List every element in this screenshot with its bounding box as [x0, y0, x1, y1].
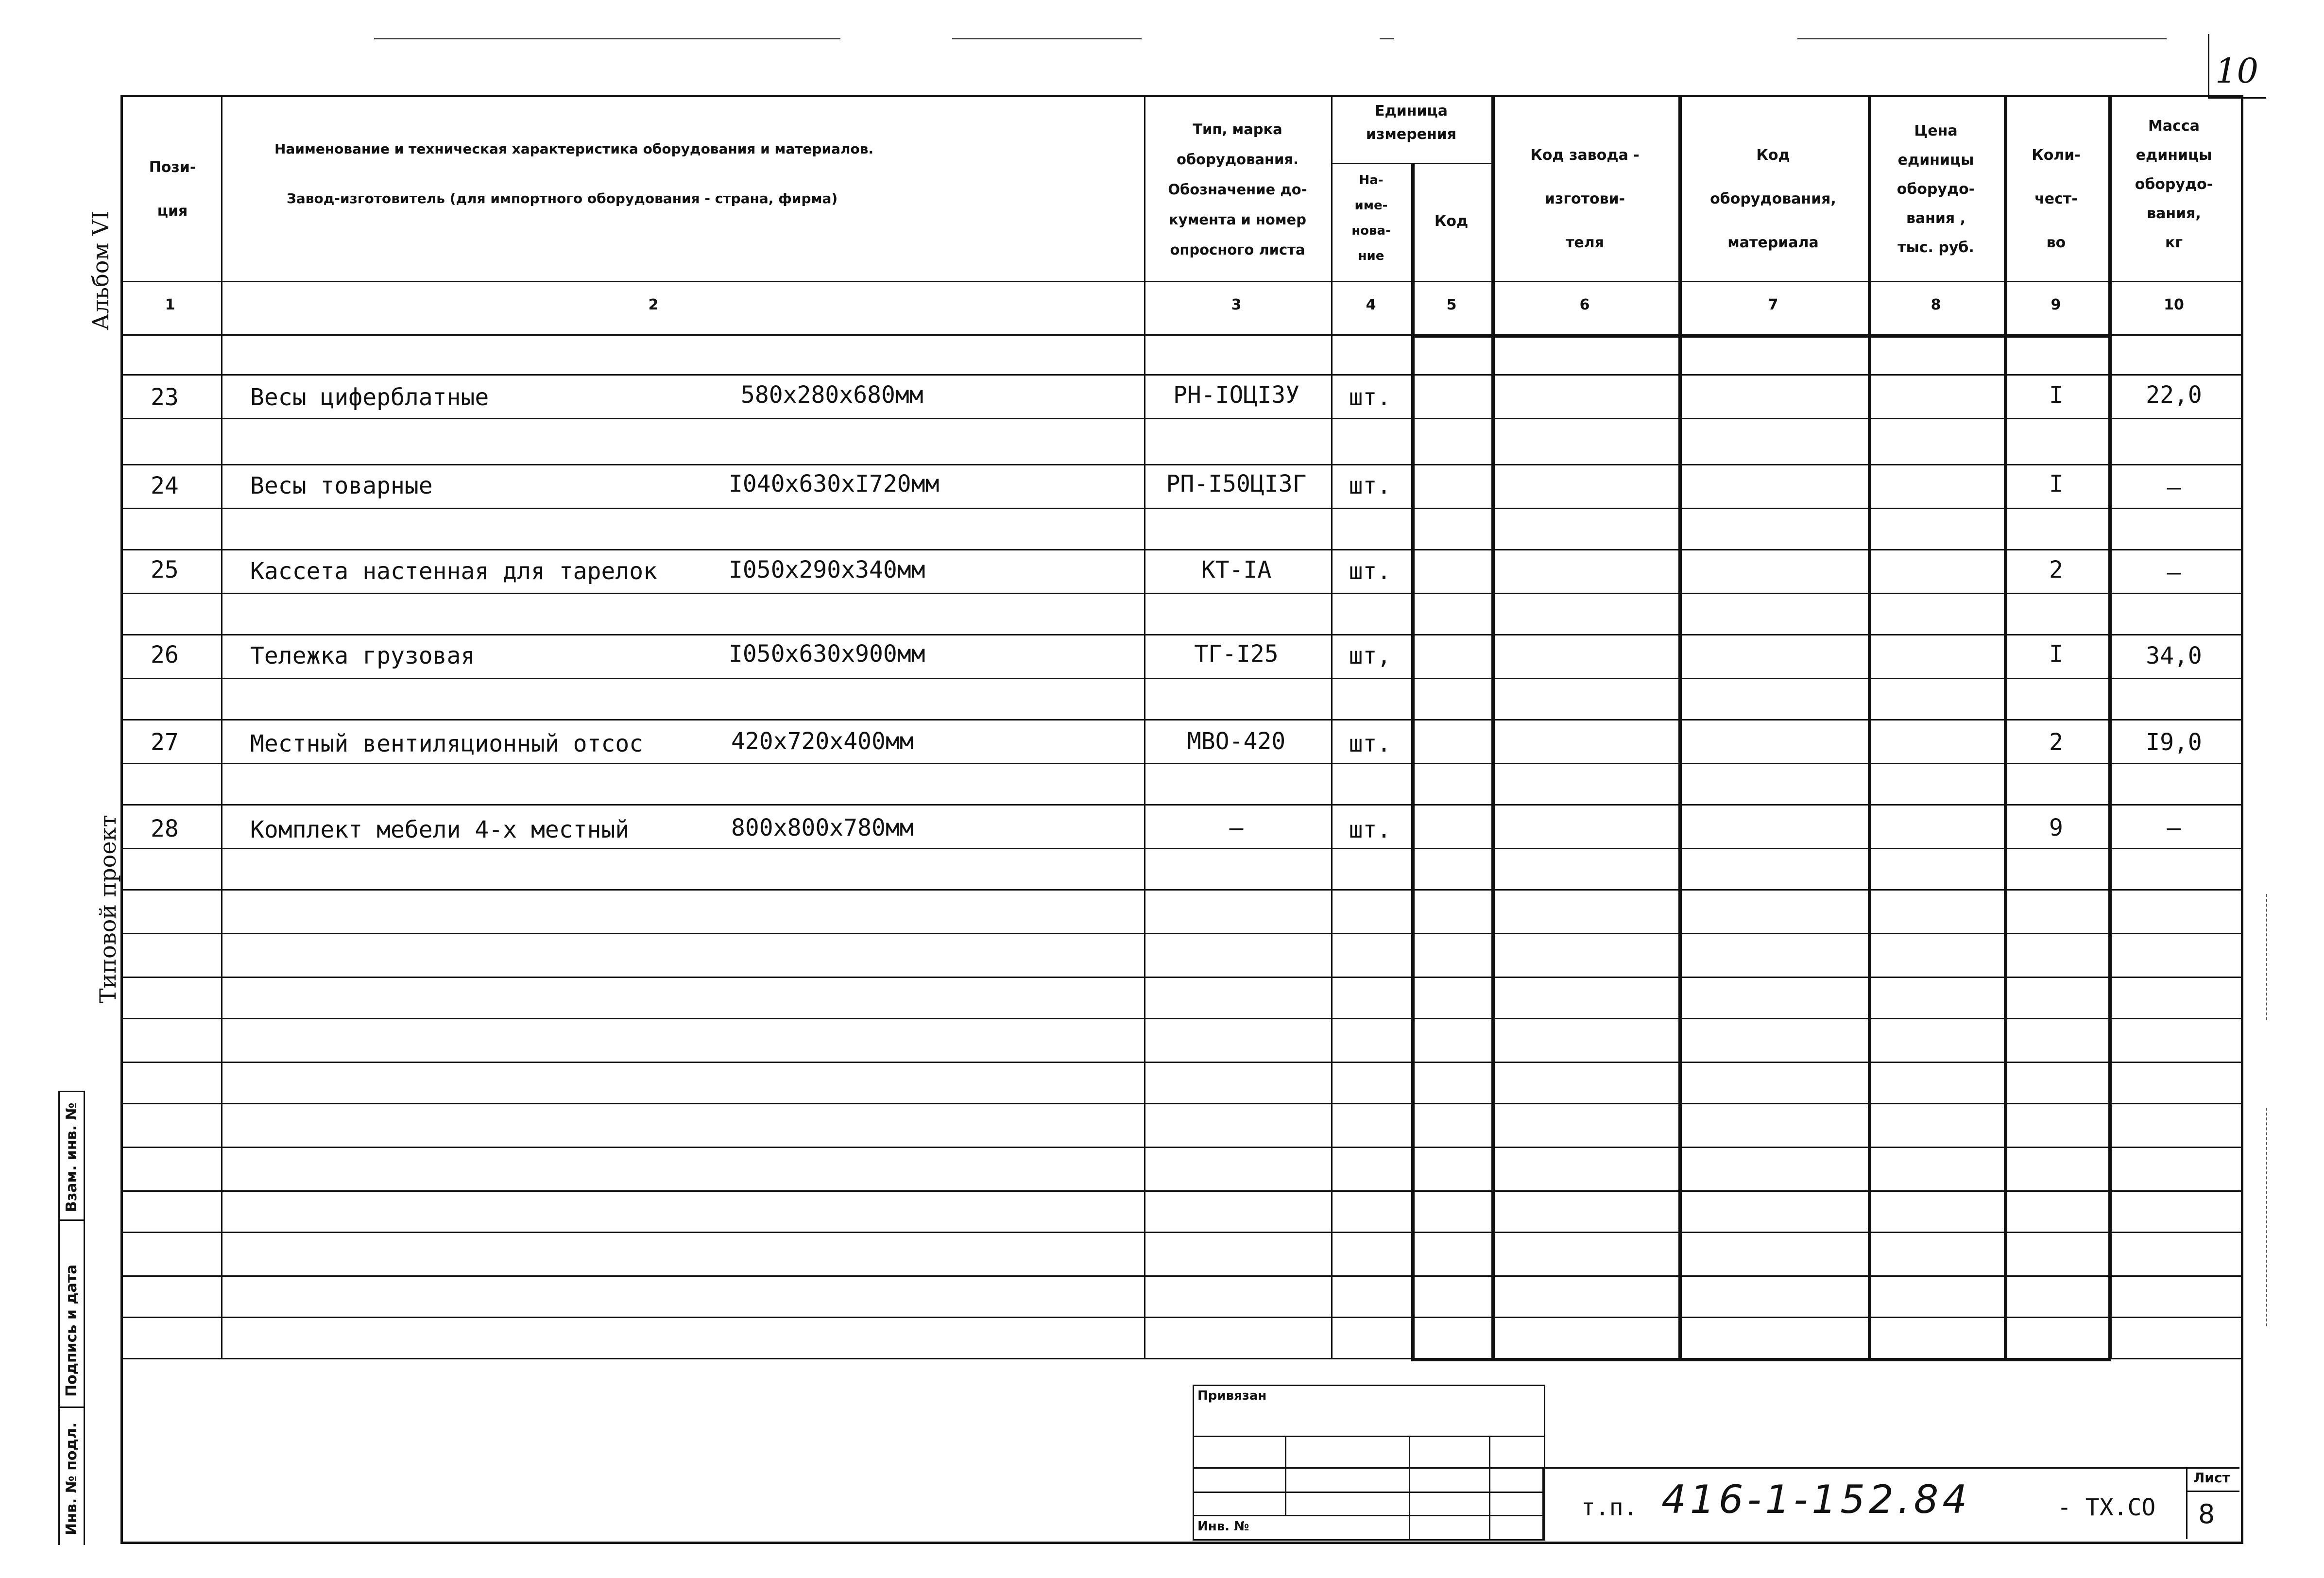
- colnum-6: 6: [1579, 296, 1590, 313]
- col-line-3: [1331, 95, 1333, 1358]
- header-quantity: Коли- чест- во: [2032, 147, 2081, 251]
- data-area-top-thick: [1411, 334, 2111, 338]
- col-line-7: [1868, 95, 1871, 1358]
- binding-col-right: [84, 1091, 85, 1545]
- row-name: Весы циферблатные: [250, 384, 489, 411]
- sheet-box-div: [2186, 1491, 2239, 1492]
- colnum-3: 3: [1231, 296, 1242, 313]
- top-dash-2: [952, 38, 1142, 39]
- row-dims: 800x800x780мм: [731, 814, 914, 841]
- row-quantity: 2: [2049, 556, 2063, 583]
- row-position: 23: [151, 384, 179, 411]
- row-type: ТГ-I25: [1194, 640, 1279, 668]
- header-factory-code: Код завода - изготови- теля: [1530, 147, 1640, 251]
- row-dims: I040x630xI720мм: [729, 470, 940, 497]
- row-name: Кассета настенная для тарелок: [250, 558, 658, 585]
- row-position: 24: [151, 472, 179, 499]
- row-dims: 420x720x400мм: [731, 728, 914, 755]
- row-name: Тележка грузовая: [250, 642, 475, 669]
- binding-box-div2: [58, 1406, 85, 1408]
- stamp-line-2: [1193, 1467, 1544, 1469]
- table-rule-line: [120, 719, 2241, 720]
- table-rule-line: [120, 1103, 2241, 1104]
- table-rule-line: [120, 418, 2241, 419]
- row-name: Комплект мебели 4-х местный: [250, 816, 630, 843]
- table-rule-line: [120, 1018, 2241, 1019]
- table-rule-line: [120, 678, 2241, 679]
- row-type: –: [1229, 814, 1244, 841]
- header-mass: Масса единицы оборудо- вания, кг: [2135, 118, 2213, 251]
- row-mass: –: [2167, 814, 2181, 841]
- row-position: 26: [151, 641, 179, 669]
- table-rule-line: [120, 549, 2241, 550]
- table-rule-line: [120, 763, 2241, 764]
- row-quantity: I: [2049, 640, 2063, 668]
- table-rule-line: [120, 933, 2241, 934]
- table-rule-line: [120, 804, 2241, 806]
- stamp-linked-box: [1193, 1385, 1545, 1541]
- header-name-line2: Завод-изготовитель (для импортного оборудования - страна, фирма): [287, 190, 838, 206]
- row-type: МВО-420: [1187, 728, 1286, 755]
- colnum-10: 10: [2164, 296, 2184, 313]
- colnum-5: 5: [1446, 296, 1457, 313]
- table-rule-line: [120, 464, 2241, 465]
- colnum-4: 4: [1366, 296, 1376, 313]
- box-inv-orig: Инв. № подл.: [63, 1422, 80, 1535]
- row-unit: шт.: [1349, 472, 1391, 499]
- box-sign-date: Подпись и дата: [63, 1264, 80, 1397]
- doc-number: 416-1-152.84: [1661, 1477, 1971, 1522]
- col-line-4: [1411, 163, 1415, 1358]
- header-bottom-line: [120, 281, 2241, 282]
- table-rule-line: [120, 889, 2241, 891]
- doc-block-left: [1542, 1467, 1544, 1539]
- table-rule-line: [120, 1190, 2241, 1192]
- sheet-number: 8: [2198, 1499, 2215, 1529]
- row-position: 27: [151, 729, 179, 756]
- top-dash-1: [374, 38, 840, 39]
- stamp-line-1: [1193, 1436, 1544, 1437]
- colnum-9: 9: [2051, 296, 2061, 313]
- doc-prefix: т.п.: [1581, 1494, 1638, 1521]
- page-mark: 10: [2215, 51, 2259, 91]
- row-name: Весы товарные: [250, 472, 433, 499]
- table-rule-line: [120, 634, 2241, 635]
- table-rule-line: [120, 374, 2241, 376]
- row-mass: –: [2167, 559, 2181, 586]
- colnum-7: 7: [1768, 296, 1778, 313]
- header-unit-name: На- име- нова- ние: [1351, 173, 1391, 263]
- sheet-label: Лист: [2193, 1470, 2230, 1486]
- stamp-vline-2: [1409, 1436, 1410, 1539]
- colnum-2: 2: [648, 296, 659, 313]
- table-rule-line: [120, 593, 2241, 594]
- right-edge-dash-2: [2266, 1108, 2267, 1326]
- col-line-6: [1678, 95, 1682, 1358]
- stamp-line-4: [1193, 1515, 1544, 1516]
- row-type: РП-I50ЦI3Г: [1166, 470, 1307, 497]
- stamp-vline-1: [1285, 1436, 1286, 1515]
- doc-suffix: - ТХ.СО: [2057, 1494, 2156, 1521]
- row-unit: шт.: [1349, 730, 1391, 757]
- row-mass: 34,0: [2146, 642, 2202, 669]
- col-line-9: [2108, 95, 2112, 1358]
- header-unit: Единица измерения: [1366, 103, 1457, 143]
- top-dash-3: [1380, 38, 1394, 39]
- row-position: 28: [151, 815, 179, 842]
- col-line-2: [1144, 95, 1145, 1358]
- binding-col-left: [58, 1091, 60, 1545]
- row-quantity: 2: [2049, 729, 2063, 756]
- album-label: Альбом VI: [87, 210, 114, 330]
- header-type: Тип, марка оборудования. Обозначение до- кумента и номер опросного листа: [1168, 121, 1307, 258]
- stamp-vline-3: [1489, 1436, 1490, 1539]
- row-unit: шт.: [1349, 558, 1391, 585]
- data-area-bottom: [120, 1358, 2241, 1359]
- doc-block-top: [1542, 1467, 2239, 1469]
- table-rule-line: [120, 1317, 2241, 1318]
- col-line-8: [2004, 95, 2007, 1358]
- row-type: РН-IОЦI3У: [1173, 381, 1300, 409]
- header-equipment-code: Код оборудования, материала: [1710, 147, 1836, 251]
- row-quantity: I: [2049, 470, 2063, 497]
- col-line-1: [221, 95, 222, 1358]
- row-mass: I9,0: [2146, 729, 2202, 756]
- row-dims: I050x290x340мм: [729, 556, 925, 583]
- row-unit: шт.: [1349, 816, 1391, 843]
- table-rule-line: [120, 977, 2241, 978]
- row-position: 25: [151, 556, 179, 583]
- box-inv-replace: Взам. инв. №: [63, 1102, 80, 1212]
- header-name-line1: Наименование и техническая характеристика оборудования и материалов.: [274, 141, 874, 157]
- table-rule-line: [120, 508, 2241, 509]
- row-dims: I050x630x900мм: [729, 640, 925, 668]
- right-edge-dash-1: [2266, 894, 2267, 1020]
- binding-box-div1: [58, 1219, 85, 1221]
- col-line-5: [1491, 95, 1495, 1358]
- header-position: Пози- ция: [149, 159, 196, 220]
- row-name: Местный вентиляционный отсос: [250, 730, 644, 757]
- row-quantity: 9: [2049, 814, 2063, 841]
- stamp-line-3: [1193, 1492, 1544, 1493]
- row-quantity: I: [2049, 381, 2063, 409]
- header-price: Цена единицы оборудо- вания , тыс. руб.: [1897, 122, 1975, 256]
- top-dash-4: [1797, 38, 2167, 39]
- binding-box-top: [58, 1091, 85, 1092]
- page-mark-bar: [2208, 34, 2209, 97]
- table-rule-line: [120, 1232, 2241, 1233]
- colnum-1: 1: [165, 296, 175, 313]
- stamp-linked-label: Привязан: [1197, 1389, 1267, 1403]
- row-unit: шт.: [1349, 384, 1391, 411]
- sheet-box-left: [2186, 1467, 2187, 1539]
- row-mass: 22,0: [2146, 381, 2202, 409]
- project-label: Типовой проект: [95, 815, 121, 1003]
- colnum-8: 8: [1931, 296, 1941, 313]
- row-mass: –: [2167, 474, 2181, 501]
- row-unit: шт,: [1349, 642, 1391, 669]
- header-unit-code: Код: [1434, 213, 1469, 230]
- table-rule-line: [120, 848, 2241, 849]
- table-rule-line: [120, 1147, 2241, 1148]
- stamp-inv-label: Инв. №: [1197, 1519, 1249, 1534]
- table-rule-line: [120, 1275, 2241, 1277]
- table-rule-line: [120, 1062, 2241, 1063]
- row-type: КТ-IА: [1201, 556, 1272, 583]
- row-dims: 580x280x680мм: [741, 381, 923, 409]
